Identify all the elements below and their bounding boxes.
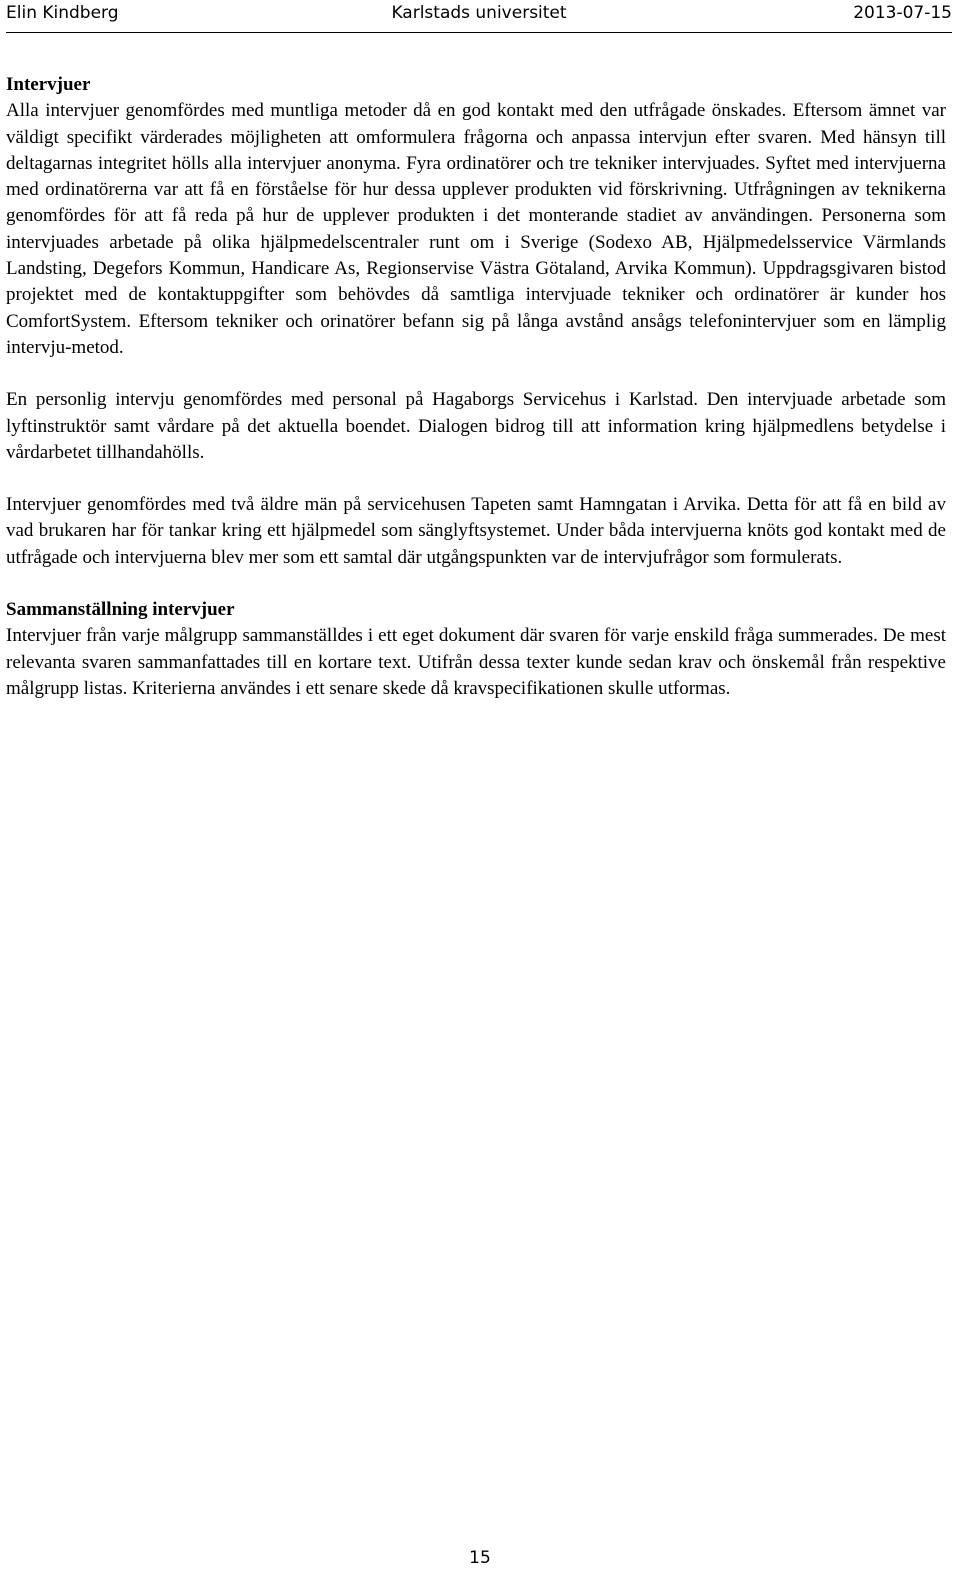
document-body [6,72,946,702]
header-author: Elin Kindberg [6,3,119,23]
page-header [6,0,952,30]
header-institution: Karlstads universitet [391,3,567,23]
paragraph: En personlig intervju genomfördes med personal på Hagaborgs Servicehus i Karlstad. Den intervjuade arbetade som lyftinstruktör samt vårdare på det aktuella boendet. Dialogen bidrog till att information kring hjälpmedlens betydelse i vårdarbetet tillhandahölls. [6,389,946,463]
header-date: 2013-07-15 [853,3,952,23]
header-rule [6,32,952,33]
paragraph: Intervjuer från varje målgrupp sammanställdes i ett eget dokument där svaren för varje enskild fråga summerades. De mest relevanta svaren sammanfattades till en kortare text. Utifrån dessa texter kunde sedan krav och önskemål från respektive målgrupp listas. Kriterierna användes i ett senare skede då kravspecifikationen skulle utformas. [6,625,946,699]
section-heading-sammanstallning: Sammanställning intervjuer [6,599,235,621]
section-heading-intervjuer: Intervjuer [6,74,91,95]
paragraph: Alla intervjuer genomfördes med muntliga metoder då en god kontakt med den utfrågade önskades. Eftersom ämnet var väldigt specifikt värderades möjligheten att omformulera frågorna och anpassa intervjun efter svaren. Med hänsyn till deltagarnas integritet hölls alla intervjuer anonyma. Fyra ordinatörer och tre tekniker intervjuades. Syftet med intervjuerna med ordinatörerna var att få en förståelse för hur dessa upplever produkten vid förskrivning. Utfrågningen av teknikerna genomfördes för att få reda på hur de upplever produkten i det monterande stadiet av användingen. Personerna som intervjuades arbetade på olika hjälpmedelscentraler runt om i Sverige (Sodexo AB, Hjälpmedelsservice Värmlands Landsting, Degefors Kommun, Handicare As, Regionservise Västra Götaland, Arvika Kommun). Uppdragsgivaren bistod projektet med de kontaktuppgifter som behövdes då samtliga intervjuade tekniker och ordinatörer är kunder hos ComfortSystem. Eftersom tekniker och orinatörer befann sig på långa avstånd ansågs telefonintervjuer som en lämplig intervju-metod. [6,100,946,358]
paragraph: Intervjuer genomfördes med två äldre män på servicehusen Tapeten samt Hamngatan i Arvika. Detta för att få en bild av vad brukaren har för tankar kring ett hjälpmedel som sänglyftsystemet. Under båda intervjuerna knöts god kontakt med de utfrågade och intervjuerna blev mer som ett samtal där utgångspunkten var de intervjufrågor som formulerats. [6,494,946,568]
page-number: 15 [469,1548,491,1568]
